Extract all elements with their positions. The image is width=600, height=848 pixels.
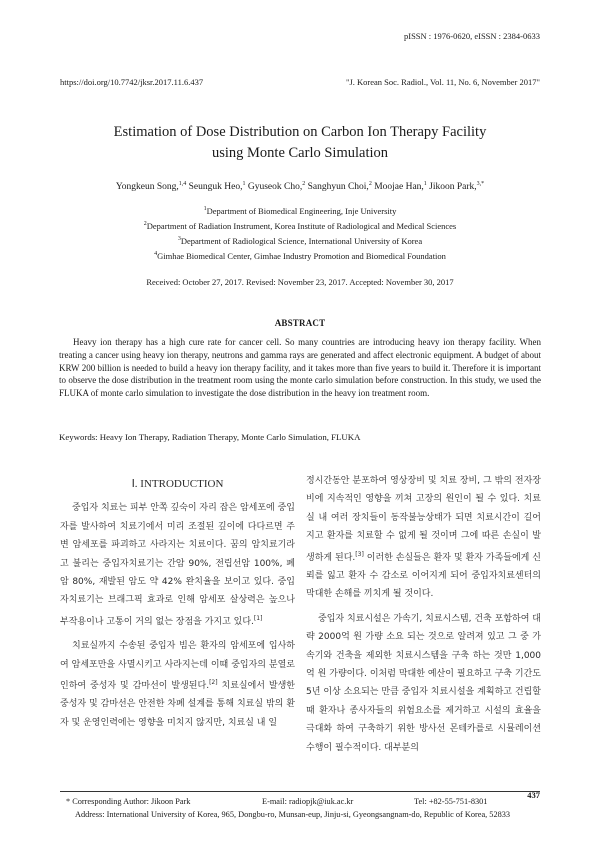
- body-paragraph: 중입자 치료는 피부 안쪽 깊숙이 자리 잡은 암세포에 중입자를 발사하여 치료기에서 미리 조절된 깊이에 다다르면 주변 암세포를 파괴하고 사라지는 치료이다. 꿈의 암치료기라고 불리는 중입자치료기는 간암 90%, 전립선암 100%, 폐암 80%, 재발된 암도 약 42% 완치율을 보이고 있다. 중입자치료기는 브래그픽 효과로 인해 암세포 살상력은 높으나 부작용이나 고통이 거의 없는 장점을 가지고 있다.[1]: [60, 503, 295, 627]
- author-address: Address: International University of Korea, 965, Dongbu-ro, Munsan-eup, Jinju-si, Gyeongsangnam-do, Republic of Korea, 52833: [75, 810, 511, 819]
- doi-link[interactable]: https://doi.org/10.7742/jksr.2017.11.6.437: [60, 77, 204, 87]
- section-heading-introduction: Ⅰ. INTRODUCTION: [131, 478, 224, 490]
- author: Gyuseok Cho,$^2$: [247, 181, 306, 193]
- page-number: 437: [527, 790, 540, 800]
- citation-ref: [2]: [209, 679, 218, 687]
- footnote-divider: [60, 791, 540, 792]
- journal-citation: "J. Korean Soc. Radiol., Vol. 11, No. 6, November 2017": [345, 77, 540, 87]
- body-paragraph: 중입자 치료시설은 가속기, 치료시스템, 건축 포함하여 대략 2000억 원 가량 소요 되는 것으로 알려져 있고 그 중 가속기와 건축을 제외한 치료시스템을 구축 하는 것만 1,000억 원 가량이다. 이처럼 막대한 예산이 필요하고 구축 기간도 5년 이상 소요되는 만큼 중입자 치료시설을 계획하고 건립할 때 환자나 종사자들의 위험요소를 제거하고 시설의 효율을 극대화 하여 구축하기 위한 방사선 몬테카를로 시뮬레이션 수행이 필수적이다. 대부분의: [306, 613, 541, 753]
- author-list: [40, 181, 560, 192]
- author-phone: Tel: +82-55-751-8301: [414, 797, 488, 806]
- title-line-1: Estimation of Dose Distribution on Carbon Ion Therapy Facility: [113, 124, 487, 140]
- author: Moojae Han,$^1$: [374, 181, 427, 193]
- affiliation: $^3$Department of Radiological Science, International University of Korea: [177, 236, 423, 246]
- abstract-heading: ABSTRACT: [274, 318, 326, 328]
- citation-ref: [1]: [253, 614, 263, 622]
- title-line-2: using Monte Carlo Simulation: [211, 145, 388, 161]
- issn-line: pISSN : 1976-0620, eISSN : 2384-0633: [403, 31, 540, 41]
- corresponding-author: * Corresponding Author: Jikoon Park: [66, 797, 191, 806]
- left-column: [60, 475, 295, 732]
- body-paragraph: 정시간동안 분포하여 영상장비 및 치료 장비, 그 밖의 전자장비에 지속적인 영향을 끼쳐 고장의 원인이 될 수 있다. 치료실 내 여러 장치들이 동작불능상태가 되면 치료시간이 길어지고 환자를 치료할 수 없게 될 것이며 그에 따른 손실이 발생하게 된다.[3] 이러한 손실들은 환자 및 환자 가족들에게 신뢰를 잃고 환자 수 감소로 이어지게 되어 중입자치료센터의 막대한 손해를 끼치게 될 것이다.: [306, 476, 541, 600]
- author: Sanghyun Choi,$^2$: [307, 181, 372, 193]
- author: Seunguk Heo,$^1$: [188, 181, 246, 193]
- author: Yongkeun Song,$^{1,4}$: [115, 181, 187, 193]
- received-dates: Received: October 27, 2017. Revised: November 23, 2017. Accepted: November 30, 2017: [146, 277, 454, 287]
- affiliation: $^2$Department of Radiation Instrument, Korea Institute of Radiological and Medical Sciences: [143, 221, 457, 231]
- author: Jikoon Park,$^{3,*}$: [429, 181, 485, 193]
- author-email[interactable]: E-mail: radiopjk@iuk.ac.kr: [262, 797, 354, 806]
- paper-title: [40, 122, 560, 164]
- keywords: Keywords: Heavy Ion Therapy, Radiation Therapy, Monte Carlo Simulation, FLUKA: [59, 432, 361, 442]
- citation-ref: [3]: [355, 550, 364, 558]
- right-column: [306, 472, 541, 757]
- affiliation: $^1$Department of Biomedical Engineering, Inje University: [203, 206, 397, 216]
- abstract-body: Heavy ion therapy has a high cure rate for cancer cell. So many countries are introducing heavy ion therapy facility. When treating a cancer using heavy ion therapy, neutrons and gamma rays are generated and affect electronic equipment. A budget of about KRW 200 billion is needed to build a heavy ion therapy facility, and it takes more than five years to build it. Therefore it is important to observe the dose distribution in the treatment room using the monte carlo simulation before construction. In this study, we used the FLUKA of monte carlo simulation to investigate the dose distribution in the heavy ion treatment room.: [59, 337, 541, 399]
- affiliation: $^4$Gimhae Biomedical Center, Gimhae Industry Promotion and Biomedical Foundation: [154, 251, 446, 261]
- body-paragraph: 치료실까지 수송된 중입자 빔은 환자의 암세포에 입사하여 암세포만을 사멸시키고 사라지는데 이때 중입자의 분열로 인하여 중성자 및 감마선이 발생된다.[2] 치료실에서 발생한 중성자 및 감마선은 안전한 차폐 설계를 통해 치료실 밖의 환자 및 운영인력에는 영향을 미치지 않지만, 치료실 내 일: [60, 641, 296, 728]
